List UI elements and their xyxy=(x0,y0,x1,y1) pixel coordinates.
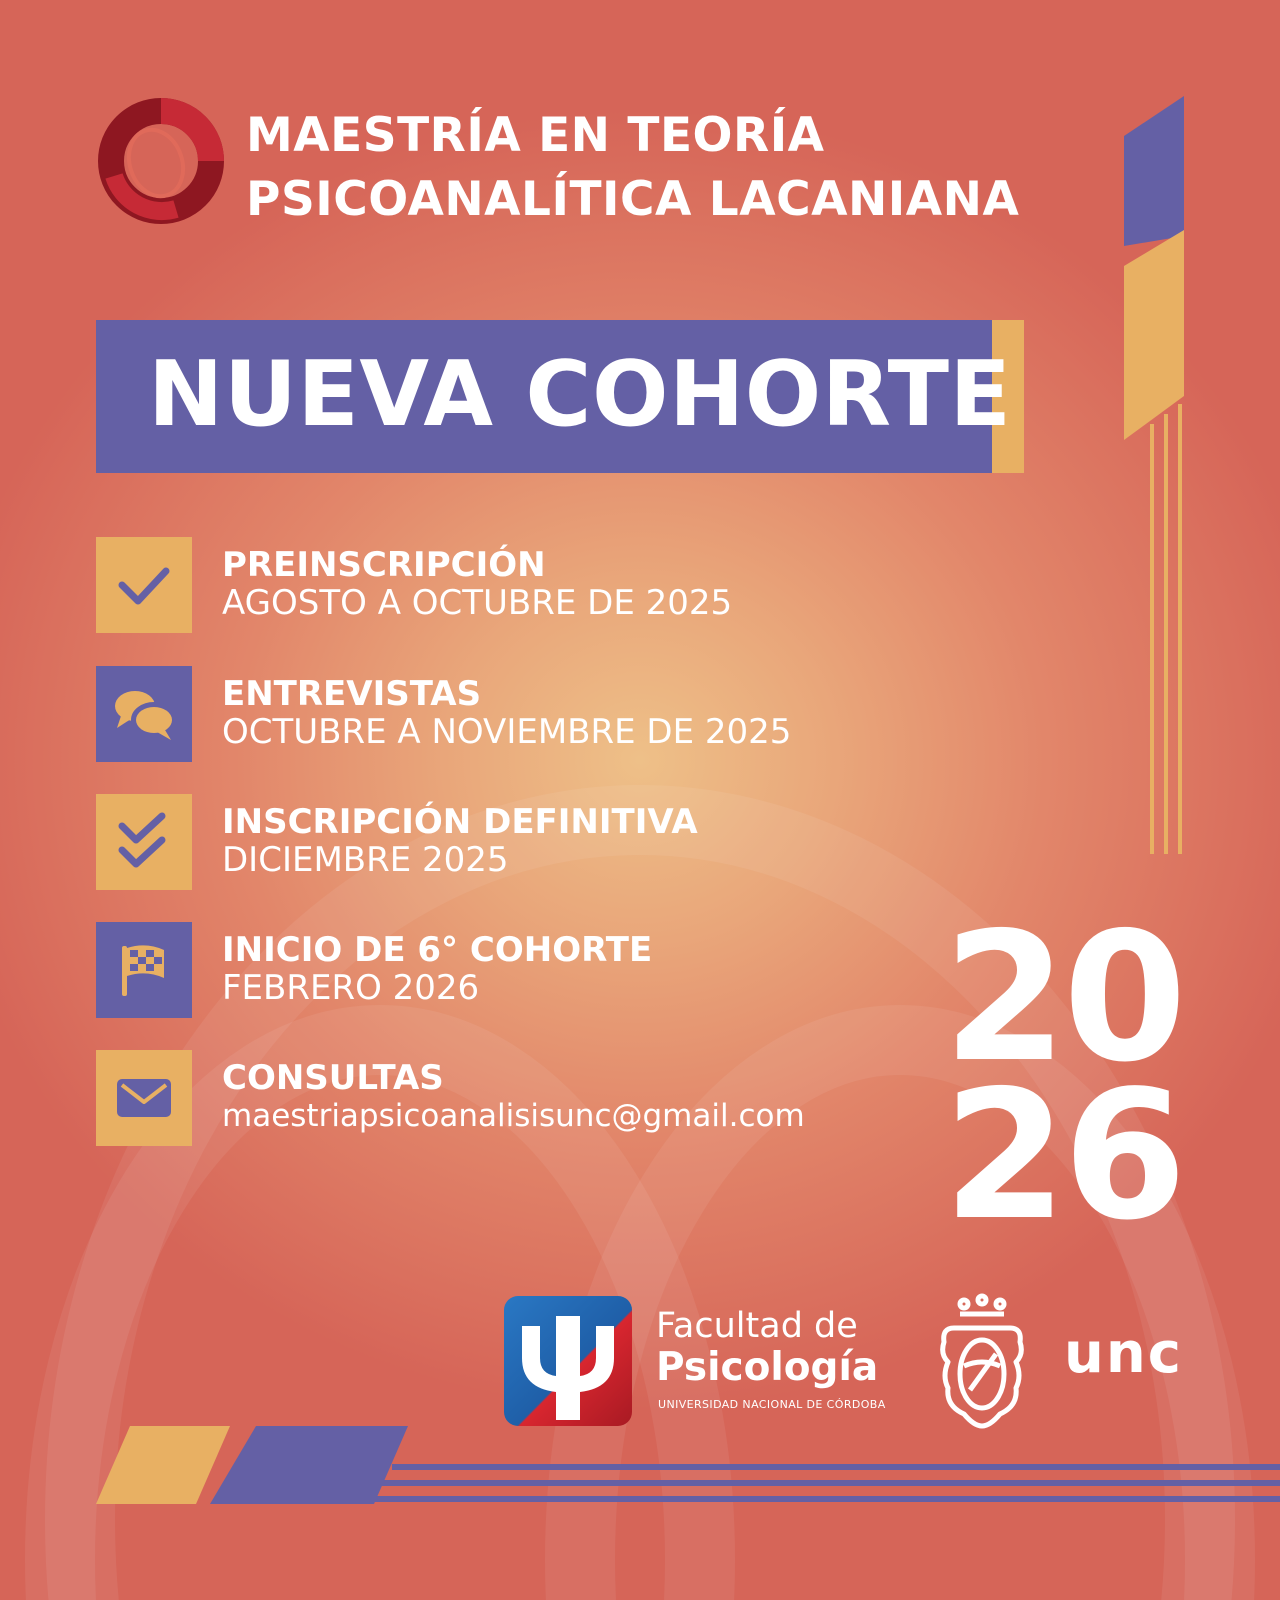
envelope-icon xyxy=(114,1076,174,1120)
program-title-line2: PSICOANALÍTICA LACANIANA xyxy=(246,172,1020,227)
year-top: 20 xyxy=(943,894,1183,1101)
item-icon-box xyxy=(96,794,192,890)
double-check-icon xyxy=(114,810,174,874)
item-title: ENTREVISTAS xyxy=(222,674,482,714)
faculty-name-line2: Psicología xyxy=(656,1345,879,1390)
item-value: AGOSTO A OCTUBRE DE 2025 xyxy=(222,583,733,623)
check-icon xyxy=(114,555,174,615)
chat-bubbles-icon xyxy=(111,684,177,744)
maestria-logo-icon xyxy=(96,96,226,226)
item-title: CONSULTAS xyxy=(222,1058,444,1098)
item-icon-box xyxy=(96,922,192,1018)
list-item-inicio-cohorte xyxy=(96,922,976,1018)
psi-logo-icon xyxy=(504,1296,632,1426)
faculty-name-line1: Facultad de xyxy=(656,1306,858,1346)
item-icon-box xyxy=(96,537,192,633)
list-item-preinscripcion xyxy=(96,537,976,633)
item-title: INSCRIPCIÓN DEFINITIVA xyxy=(222,802,698,842)
faculty-university: UNIVERSIDAD NACIONAL DE CÓRDOBA xyxy=(658,1398,886,1411)
item-value: OCTUBRE A NOVIEMBRE DE 2025 xyxy=(222,712,792,752)
item-icon-box xyxy=(96,1050,192,1146)
banner-title: NUEVA COHORTE xyxy=(148,342,1012,447)
item-value: DICIEMBRE 2025 xyxy=(222,840,509,880)
list-item-consultas xyxy=(96,1050,976,1146)
right-decorative-bars xyxy=(1120,96,1192,856)
program-title-line1: MAESTRÍA EN TEORÍA xyxy=(246,108,825,163)
item-title: PREINSCRIPCIÓN xyxy=(222,545,546,585)
unc-crest-icon xyxy=(940,1292,1024,1430)
unc-wordmark: unc xyxy=(1064,1321,1183,1386)
item-value: FEBRERO 2026 xyxy=(222,968,480,1008)
year-bottom: 26 xyxy=(943,1052,1183,1259)
program-title xyxy=(246,104,1019,232)
checkered-flag-icon xyxy=(116,940,172,1000)
bottom-decorative-stripes xyxy=(96,1426,1280,1506)
list-item-inscripcion-definitiva xyxy=(96,794,976,890)
contact-email[interactable]: maestriapsicoanalisisunc@gmail.com xyxy=(222,1098,805,1134)
item-title: INICIO DE 6° COHORTE xyxy=(222,930,653,970)
list-item-entrevistas xyxy=(96,666,976,762)
item-icon-box xyxy=(96,666,192,762)
